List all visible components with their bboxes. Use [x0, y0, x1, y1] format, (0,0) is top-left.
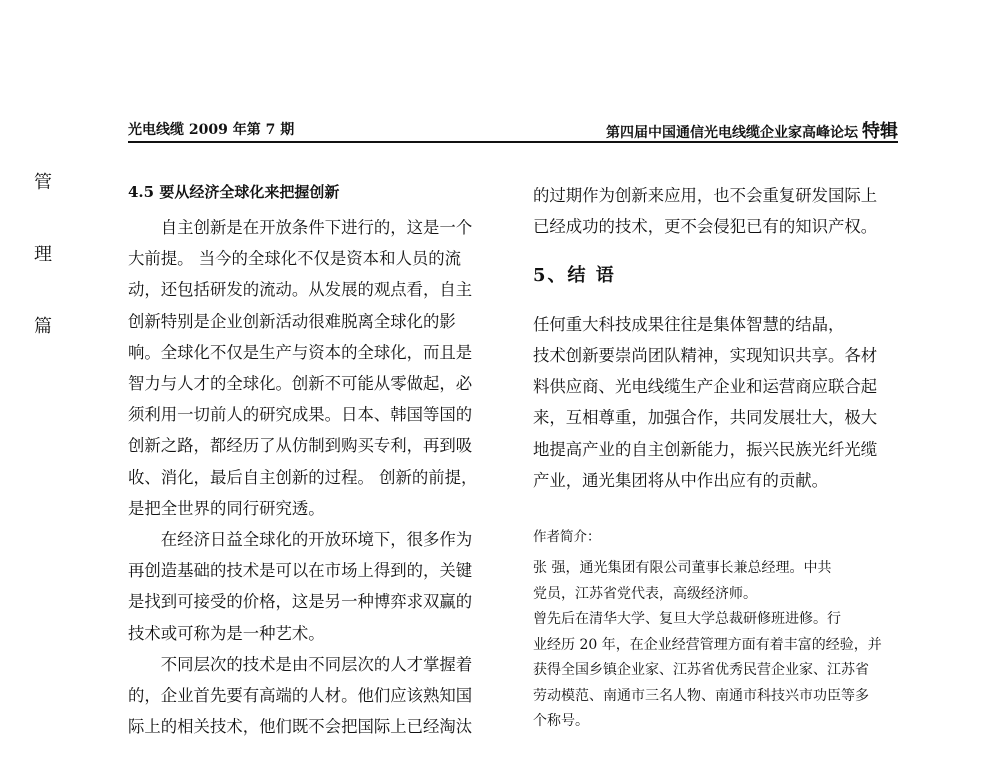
continued-paragraph: 的过期作为创新来应用，也不会重复研发国际上 已经成功的技术，更不会侵犯已有的知识产权。 — [533, 186, 878, 237]
section-heading-4-5: 4.5 要从经济全球化来把握创新 — [128, 183, 340, 201]
running-header — [128, 117, 898, 141]
side-label-char-1: 管 — [34, 172, 52, 193]
side-label-char-3: 篇 — [34, 316, 52, 337]
right-column — [533, 180, 901, 735]
body-paragraph: 不同层次的技术是由不同层次的人才掌握着 的，企业首先要有高端的人材。他们应该熟知国 际上的相关技术，他们既不会把国际上已经淘汰 — [128, 654, 473, 737]
header-divider — [128, 141, 898, 143]
body-paragraph: 在经济日益全球化的开放环境下，很多作为 再创造基础的技术是可以在市场上得到的，关键 是找到可接受的价格，这是另一种博弈求双赢的 技术或可称为是一种艺术。 — [128, 530, 473, 643]
left-column — [128, 180, 498, 742]
author-bio-paragraph: 张 强，通光集团有限公司董事长兼总经理。中共 党员，江苏省党代表，高级经济师。 — [533, 560, 832, 602]
forum-title: 第四届中国通信光电线缆企业家高峰论坛 — [606, 125, 858, 141]
body-paragraph: 自主创新是在开放条件下进行的，这是一个 大前提。 当今的全球化不仅是资本和人员的流 动，还包括研发的流动。从发展的观点看，自主 创新特别是企业创新活动很难脱离全球化的影 响。全球化不仅是生产与资本的全球化，而且是 智力与人才的全球化。创新不可能从零做起，必 须利用一切前人的研究成果。日本、韩国等国的 创新之路，都经历了从仿制到购买专利，再到吸 收、消化，最后自主创新的过程。 创新的前提， 是把全世界的同行研究透。 — [128, 218, 478, 518]
special-issue-tag: 特辑 — [862, 121, 898, 142]
conclusion-paragraph: 任何重大科技成果往往是集体智慧的结晶， 技术创新要崇尚团队精神，实现知识共享。各材 料供应商、光电线缆生产企业和运营商应联合起 来，互相尊重，加强合作，共同发展壮大，极大 地提高产业的自主创新能力，振兴民族光纤光缆 产业，通光集团将从中作出应有的贡献。 — [533, 314, 878, 491]
side-label-char-2: 理 — [34, 244, 52, 265]
author-bio-heading: 作者简介： — [533, 529, 601, 546]
conclusion-heading: 5、结 语 — [533, 264, 616, 286]
forum-title-group — [606, 117, 898, 143]
journal-issue: 光电线缆 2009 年第 7 期 — [128, 122, 295, 138]
author-bio-paragraph: 曾先后在清华大学、复旦大学总裁研修班进修。行 业经历 20 年，在企业经营管理方面有着丰富的经验，并 获得全国乡镇企业家、江苏省优秀民营企业家、江苏省 劳动模范、南通市三名人物、南通市科技兴市功臣等多 个称号。 — [533, 611, 882, 730]
